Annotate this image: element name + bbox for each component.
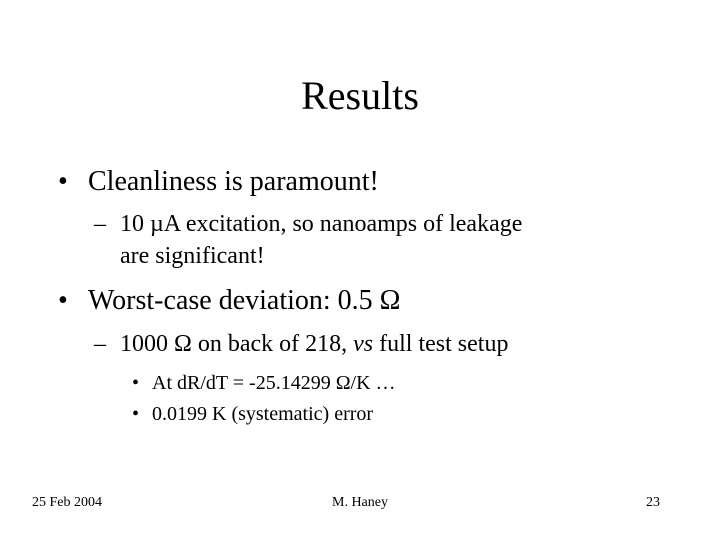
third-level-bullet-marker: •	[132, 372, 140, 394]
slide-title: Results	[301, 73, 419, 118]
bullet-marker: •	[58, 166, 68, 197]
footer-date: 25 Feb 2004	[32, 495, 102, 510]
footer-author: M. Haney	[332, 495, 388, 510]
sub-bullet-marker: –	[94, 211, 106, 237]
footer-page-number: 23	[646, 495, 660, 510]
sub-bullet-text-emphasis: vs	[353, 331, 374, 357]
third-level-bullet-text: 0.0199 K (systematic) error	[152, 403, 374, 425]
sub-bullet-text-post: full test setup	[373, 331, 509, 357]
sub-bullet-text	[120, 329, 508, 359]
third-level-bullet-marker: •	[132, 403, 140, 425]
bullet-text: Cleanliness is paramount!	[88, 166, 379, 197]
bullet-text: Worst-case deviation: 0.5 Ω	[88, 285, 401, 316]
sub-bullet-marker: –	[94, 331, 106, 357]
sub-bullet-text-pre: 1000 Ω on back of 218,	[120, 331, 354, 357]
third-level-bullet-text: At dR/dT = -25.14299 Ω/K …	[152, 372, 396, 394]
sub-bullet-text-line2: are significant!	[120, 243, 265, 269]
sub-bullet-text-line1: 10 µA excitation, so nanoamps of leakage	[120, 211, 523, 237]
bullet-marker: •	[58, 285, 68, 316]
